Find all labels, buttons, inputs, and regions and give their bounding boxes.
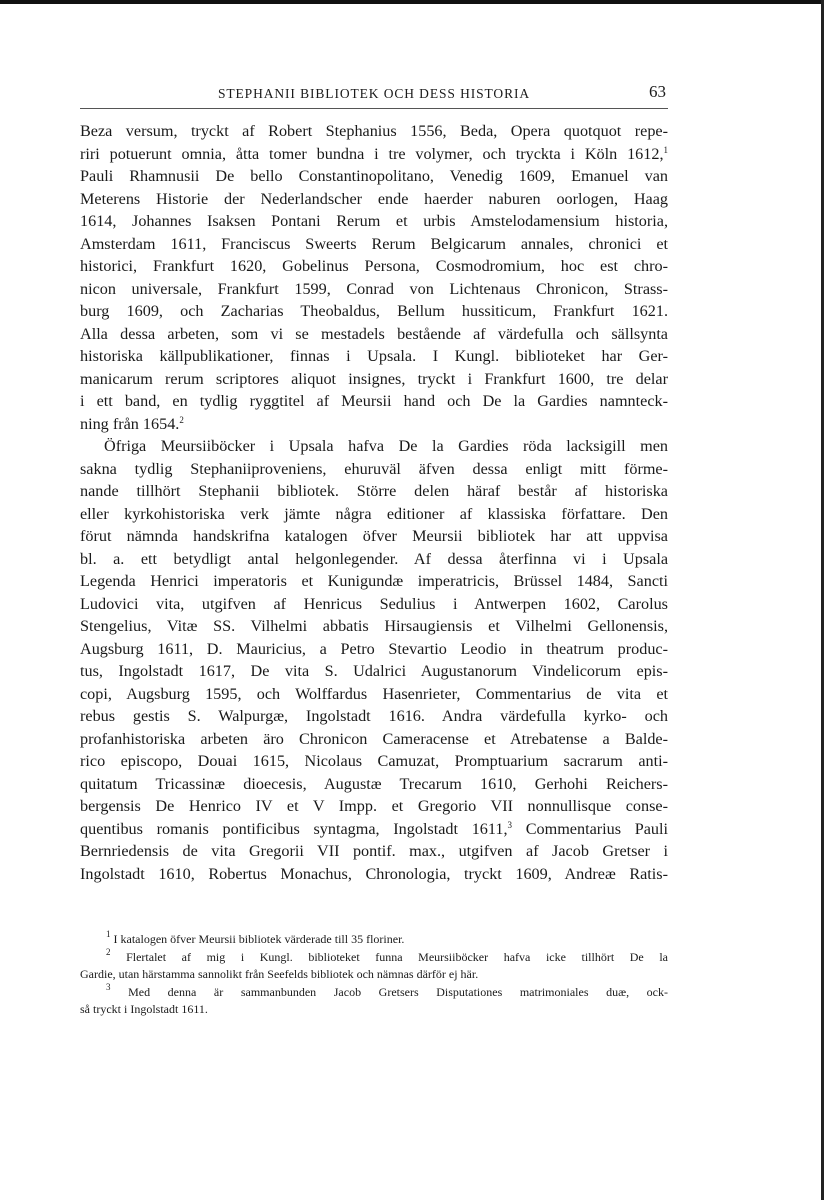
text-line: bl. a. ett betydligt antal helgonlegender. Af dessa återfinna vi i Upsala bbox=[80, 549, 668, 568]
running-head: STEPHANII BIBLIOTEK OCH DESS HISTORIA bbox=[217, 86, 531, 101]
footnote-text: Med denna är sammanbunden Jacob Gretsers Disputationes matrimoniales duæ, ock- bbox=[128, 984, 668, 999]
footnote-ref: 1 bbox=[663, 144, 668, 155]
footnote-mark: 1 bbox=[106, 929, 111, 939]
text-line bbox=[80, 143, 668, 166]
text-line: burg 1609, och Zacharias Theobaldus, Bellum hussiticum, Frankfurt 1621. bbox=[80, 302, 668, 320]
text-line: i ett band, en tydlig ryggtitel af Meursii hand och De la Gardies namnteck- bbox=[80, 392, 668, 410]
text-line: rico episcopo, Douai 1615, Nicolaus Camuzat, Promptuarium sacrarum anti- bbox=[80, 752, 668, 770]
text-line: manicarum rerum scriptores aliquot insignes, tryckt i Frankfurt 1600, tre delar bbox=[80, 369, 668, 388]
text-line: historici, Frankfurt 1620, Gobelinus Persona, Cosmodromium, hoc est chro- bbox=[80, 257, 668, 275]
text-line-content: quentibus romanis pontificibus syntagma, Ingolstadt 1611, bbox=[80, 819, 508, 838]
text-line: Beza versum, tryckt af Robert Stephanius 1556, Beda, Opera quotquot repe- bbox=[80, 122, 668, 140]
footnote-ref: 2 bbox=[179, 414, 184, 425]
scan-border-top bbox=[0, 0, 824, 4]
text-line bbox=[80, 818, 668, 841]
footnote-text: I katalogen öfver Meursii bibliotek värderade till 35 floriner. bbox=[113, 932, 405, 946]
text-line-content: riri potuerunt omnia, åtta tomer bundna i tre volymer, och tryckta i Köln 1612, bbox=[80, 144, 664, 163]
text-line: profanhistoriska arbeten äro Chronicon Cameracense et Atrebatense a Balde- bbox=[80, 729, 668, 748]
footnote-3 bbox=[80, 981, 668, 1002]
page-number: 63 bbox=[649, 82, 666, 101]
text-line: Pauli Rhamnusii De bello Constantinopolitano, Venedig 1609, Emanuel van bbox=[80, 167, 668, 185]
footnotes bbox=[80, 931, 668, 1019]
footnote-1 bbox=[80, 931, 668, 949]
text-line: Legenda Henrici imperatoris et Kunigundæ imperatricis, Brüssel 1484, Sancti bbox=[80, 572, 668, 590]
text-line: eller kyrkohistoriska verk jämte några editioner af klassiska författare. Den bbox=[80, 504, 668, 523]
footnote-text: Flertalet af mig i Kungl. biblioteket funna Meursiiböcker hafva icke tillhört De la bbox=[126, 949, 669, 964]
text-line: copi, Augsburg 1595, och Wolffardus Hasenrieter, Commentarius de vita et bbox=[80, 684, 668, 703]
footnote-text-line: Gardie, utan härstamma sannolikt från Seefelds bibliotek och nämnas därför ej här. bbox=[80, 967, 479, 981]
text-line: Augsburg 1611, D. Mauricius, a Petro Stevartio Leodio in theatrum produc- bbox=[80, 639, 668, 658]
text-line: 1614, Johannes Isaksen Pontani Rerum et urbis Amstelodamensium historia, bbox=[80, 212, 668, 230]
footnote-2 bbox=[80, 946, 669, 967]
text-line: Ludovici vita, utgifven af Henricus Sedulius i Antwerpen 1602, Carolus bbox=[80, 594, 668, 613]
text-line: Alla dessa arbeten, som vi se mestadels bestående af värdefulla och sällsynta bbox=[80, 324, 668, 343]
text-line-content: Commentarius Pauli bbox=[525, 819, 668, 838]
text-line: Öfriga Meursiiböcker i Upsala hafva De la Gardies röda lacksigill men bbox=[104, 437, 668, 455]
text-line: nicon universale, Frankfurt 1599, Conrad von Lichtenaus Chronicon, Strass- bbox=[80, 279, 668, 298]
text-line: Ingolstadt 1610, Robertus Monachus, Chronologia, tryckt 1609, Andreæ Ratis- bbox=[80, 864, 668, 883]
text-line: Meterens Historie der Nederlandscher ende haerder naburen oorlogen, Haag bbox=[80, 189, 668, 208]
paragraph-1 bbox=[80, 120, 668, 435]
text-line: bergensis De Henrico IV et V Impp. et Gregorio VII nonnullisque conse- bbox=[80, 797, 668, 815]
text-line: quitatum Tricassinæ dioecesis, Augustæ Trecarum 1610, Gerhohi Reichers- bbox=[80, 774, 668, 793]
footnote-ref: 3 bbox=[507, 819, 513, 830]
text-line: Stengelius, Vitæ SS. Vilhelmi abbatis Hirsaugiensis et Vilhelmi Gellonensis, bbox=[80, 617, 668, 635]
text-line bbox=[80, 413, 668, 436]
page-header bbox=[80, 82, 668, 109]
text-line: historiska källpublikationer, finnas i Upsala. I Kungl. biblioteket har Ger- bbox=[80, 347, 668, 365]
main-text bbox=[80, 120, 668, 885]
text-line: nande tillhört Stephanii bibliotek. Större delen häraf består af historiska bbox=[80, 482, 668, 500]
text-line: tus, Ingolstadt 1617, De vita S. Udalrici Augustanorum Vindelicorum epis- bbox=[80, 662, 668, 680]
text-line: förut nämnda handskrifna katalogen öfver Meursii bibliotek har att uppvisa bbox=[80, 527, 668, 545]
text-line: rebus gestis S. Walpurgæ, Ingolstadt 1616. Andra värdefulla kyrko- och bbox=[80, 707, 668, 725]
text-line-content: ning från 1654. bbox=[80, 414, 180, 433]
text-line: sakna tydlig Stephaniiproveniens, ehuruväl äfven dessa enligt mitt förme- bbox=[80, 459, 668, 478]
text-line: Amsterdam 1611, Franciscus Sweerts Rerum Belgicarum annales, chronici et bbox=[80, 234, 668, 253]
text-line: Bernriedensis de vita Gregorii VII pontif. max., utgifven af Jacob Gretser i bbox=[80, 842, 668, 860]
paragraph-2 bbox=[80, 435, 668, 885]
footnote-mark: 2 bbox=[106, 946, 111, 957]
footnote-mark: 3 bbox=[106, 981, 111, 992]
footnote-text-line: så tryckt i Ingolstadt 1611. bbox=[80, 1002, 208, 1016]
